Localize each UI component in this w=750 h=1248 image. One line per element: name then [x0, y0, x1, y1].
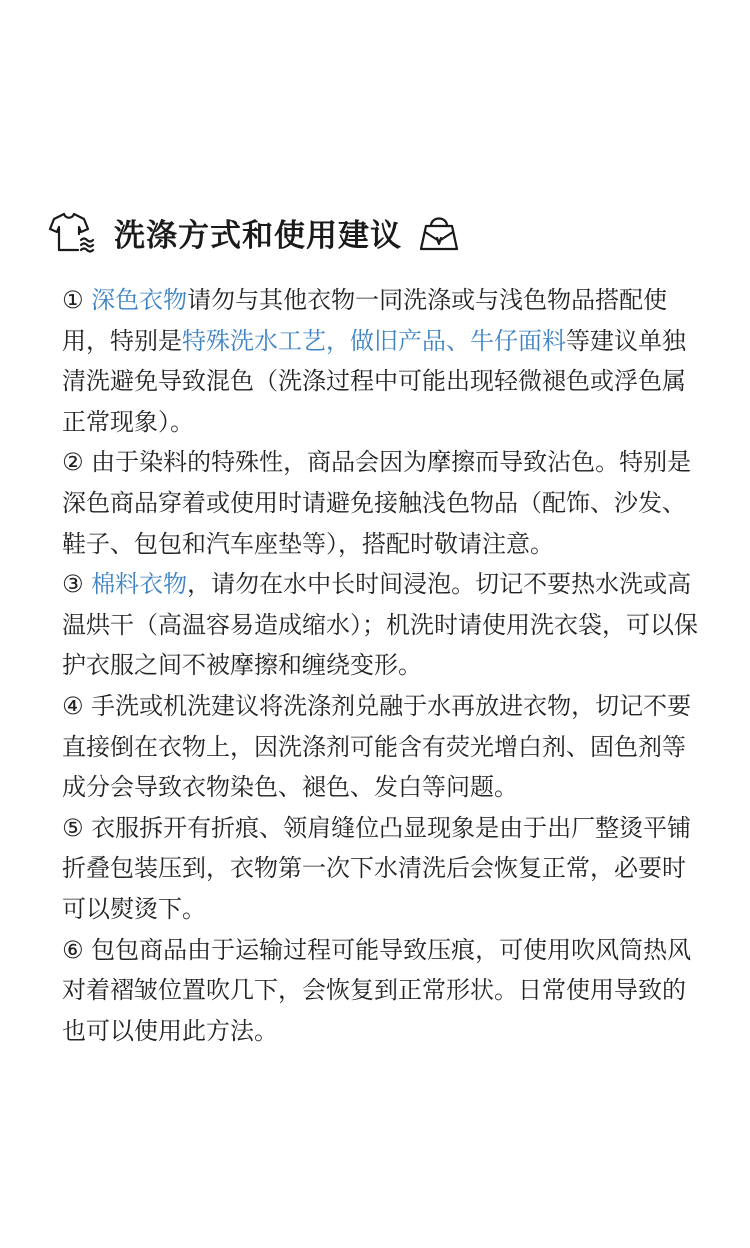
care-instructions — [62, 280, 698, 1051]
item-text: ，请勿在水中长时间浸泡。切记不要热水洗或高温烘干（高温容易造成缩水）；机洗时请使用洗衣袋，可以保护衣服之间不被摩擦和缠绕变形。 — [62, 570, 698, 680]
page-title: 洗涤方式和使用建议 — [114, 217, 402, 254]
item-text: 等建议单独清洗避免导致混色（洗涤过程中可能出现轻微褪色或浮色属正常现象）。 — [62, 326, 686, 436]
instruction-item — [62, 280, 698, 442]
item-text: 请勿与其他衣物一同洗涤或与浅色物品搭配使用，特别是 — [62, 286, 668, 355]
item-text: 衣服拆开有折痕、领肩缝位凸显现象是由于出厂整烫平铺折叠包装压到，衣物第一次下水清洗后会恢复正常，必要时可以熨烫下。 — [62, 813, 692, 923]
item-number: ⑥ — [62, 935, 84, 964]
instruction-item — [62, 686, 698, 808]
instruction-item — [62, 808, 698, 930]
instruction-item — [62, 930, 698, 1052]
item-number: ③ — [62, 570, 84, 599]
item-number: ① — [62, 286, 84, 314]
tshirt-wash-icon — [48, 210, 98, 254]
item-number: ② — [62, 448, 84, 477]
item-number: ⑤ — [62, 813, 84, 842]
highlight-text: 深色衣物 — [91, 286, 188, 314]
section-header — [48, 204, 460, 260]
highlight-text: 特殊洗水工艺，做旧产品、牛仔面料 — [182, 326, 566, 355]
handbag-icon — [418, 211, 460, 253]
instruction-item — [62, 564, 698, 686]
instruction-item — [62, 442, 698, 564]
item-number: ④ — [62, 691, 84, 720]
item-text: 手洗或机洗建议将洗涤剂兑融于水再放进衣物，切记不要直接倒在衣物上，因洗涤剂可能含有荧光增白剂、固色剂等成分会导致衣物染色、褪色、发白等问题。 — [62, 691, 692, 802]
item-text — [84, 570, 92, 598]
item-text: 包包商品由于运输过程可能导致压痕，可使用吹风筒热风对着褶皱位置吹几下，会恢复到正常形状。日常使用导致的也可以使用此方法。 — [62, 935, 692, 1045]
item-text: 由于染料的特殊性，商品会因为摩擦而导致沾色。特别是深色商品穿着或使用时请避免接触浅色物品（配饰、沙发、鞋子、包包和汽车座垫等），搭配时敬请注意。 — [62, 448, 692, 558]
item-text — [84, 286, 92, 314]
highlight-text: 棉料衣物 — [91, 570, 188, 599]
